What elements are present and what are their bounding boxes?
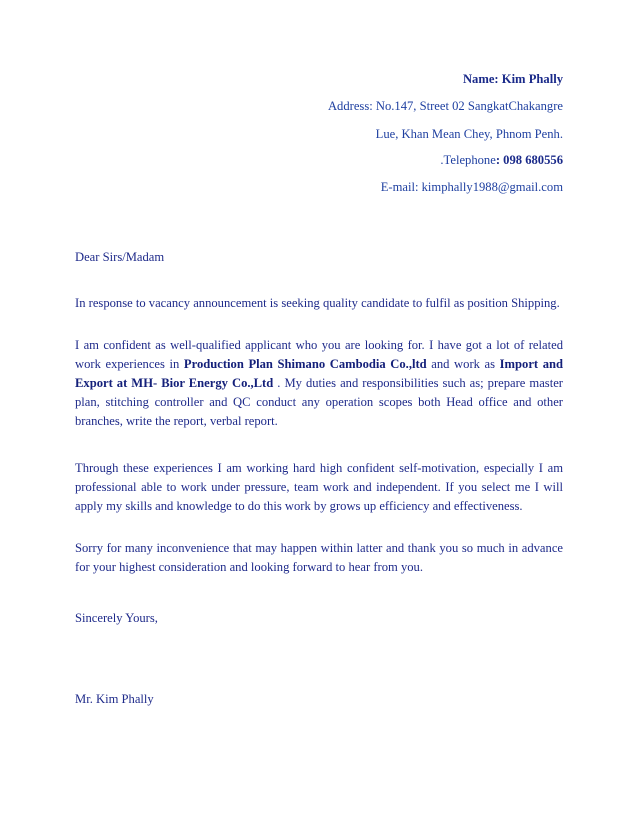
sender-email: E-mail: kimphally1988@gmail.com xyxy=(380,180,563,194)
paragraph-experience xyxy=(75,336,563,431)
sender-name: Name: Kim Phally xyxy=(462,72,563,86)
telephone-label: .Telephone xyxy=(440,153,496,167)
salutation: Dear Sirs/Madam xyxy=(75,250,165,264)
paragraph-intro: In response to vacancy announcement is seeking quality candidate to fulfil as position Shipping. xyxy=(75,296,560,310)
sender-address-line2: Lue, Khan Mean Chey, Phnom Penh. xyxy=(375,127,563,141)
experience-text-a: I am confident as well-qualified applicant who you are looking for. I have got a lot of related work experiences in xyxy=(75,338,563,371)
telephone-number: : 098 680556 xyxy=(495,153,563,167)
closing-phrase: Sincerely Yours, xyxy=(75,611,158,625)
experience-text-b: and work as xyxy=(426,357,500,371)
company-mh-bior: Import and Export at MH- Bior Energy Co.,Ltd xyxy=(75,357,563,390)
signature-name: Mr. Kim Phally xyxy=(75,692,154,706)
experience-text-c: . My duties and responsibilities such as; prepare master plan, stitching controller and QC conduct any operation scopes both Head office and other branches, write the report, verbal report. xyxy=(75,376,563,428)
sender-address-line1: Address: No.147, Street 02 SangkatChakangre xyxy=(327,99,563,113)
paragraph-qualities: Through these experiences I am working hard high confident self-motivation, especially I am professional able to work under pressure, team work and independent. If you select me I will apply my skills and knowledge to do this work by grows up efficiency and effectiveness. xyxy=(75,461,563,513)
sender-telephone xyxy=(440,153,563,168)
paragraph-closing-thanks: Sorry for many inconvenience that may happen within latter and thank you so much in advance for your highest consideration and looking forward to hear from you. xyxy=(75,541,563,574)
company-shimano: Production Plan Shimano Cambodia Co.,ltd xyxy=(183,357,427,371)
